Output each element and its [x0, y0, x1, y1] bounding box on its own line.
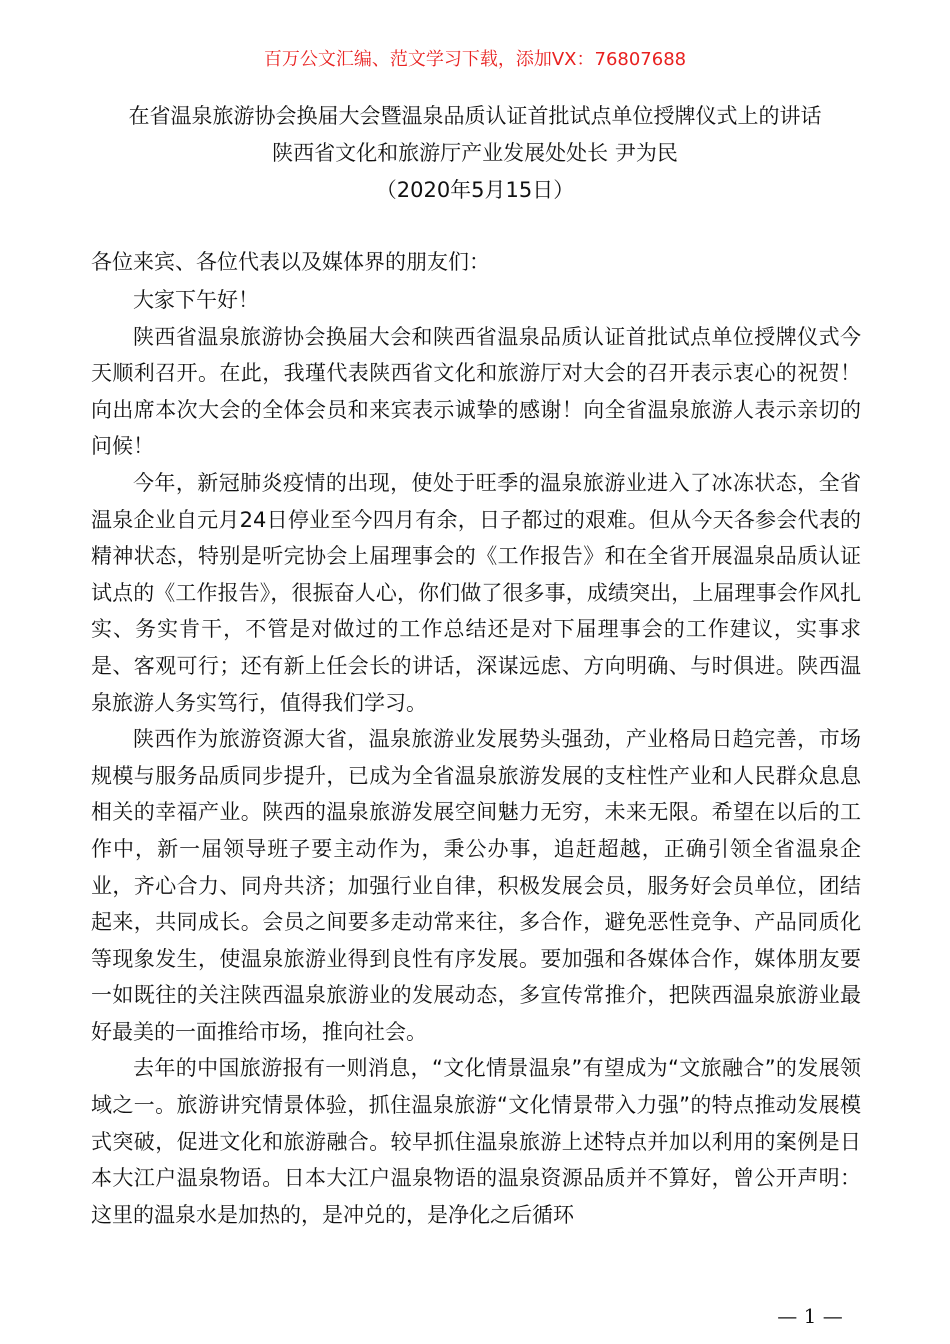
speech-title: 在省温泉旅游协会换届大会暨温泉品质认证首批试点单位授牌仪式上的讲话 [128, 104, 822, 128]
paragraph: 陕西作为旅游资源大省，温泉旅游业发展势头强劲，产业格局日趋完善，市场规模与服务品质同步提升，已成为全省温泉旅游发展的支柱性产业和人民群众息息相关的幸福产业。陕西的温泉旅游发展空间魅力无穷，未来无限。希望在以后的工作中，新一届领导班子要主动作为，秉公办事，追赶超越，正确引领全省温泉企业，齐心合力、同舟共济；加强行业自律，积极发展会员，服务好会员单位，团结起来，共同成长。会员之间要多走动常来往，多合作，避免恶性竞争、产品同质化等现象发生，使温泉旅游业得到良性有序发展。要加强和各媒体合作，媒体朋友要一如既往的关注陕西温泉旅游业的发展动态，多宣传常推介，把陕西温泉旅游业最好最美的一面推给市场，推向社会。 [91, 727, 861, 1044]
paragraph: 陕西省温泉旅游协会换届大会和陕西省温泉品质认证首批试点单位授牌仪式今天顺利召开。在此，我瑾代表陕西省文化和旅游厅对大会的召开表示衷心的祝贺！向出席本次大会的全体会员和来宾表示诚挚的感谢！向全省温泉旅游人表示亲切的问候！ [91, 324, 861, 459]
paragraph: 今年，新冠肺炎疫情的出现，使处于旺季的温泉旅游业进入了冰冻状态，全省温泉企业自元月24日停业至今四月有余，日子都过的艰难。但从今天各参会代表的精神状态，特别是听完协会上届理事会的《工作报告》和在全省开展温泉品质认证试点的《工作报告》，很振奋人心，你们做了很多事，成绩突出，上届理事会作风扎实、务实肯干，不管是对做过的工作总结还是对下届理事会的工作建议，实事求是、客观可行；还有新上任会长的讲话，深谋远虑、方向明确、与时俱进。陕西温泉旅游人务实笃行，值得我们学习。 [91, 470, 861, 715]
speaker-line: 陕西省文化和旅游厅产业发展处处长 尹为民 [272, 141, 678, 165]
page-number: — 1 — [777, 1304, 843, 1328]
title-block [60, 98, 890, 209]
paragraph: 去年的中国旅游报有一则消息，“文化情景温泉”有望成为“文旅融合”的发展领域之一。旅游讲究情景体验，抓住温泉旅游“文化情景带入力强”的特点推动发展模式突破，促进文化和旅游融合。较早抓住温泉旅游上述特点并加以利用的案例是日本大江户温泉物语。日本大江户温泉物语的温泉资源品质并不算好，曾公开声明：这里的温泉水是加热的，是冲兑的，是净化之后循环 [91, 1056, 861, 1227]
watermark-text: 百万公文汇编、范文学习下载，添加VX：76807688 [263, 49, 687, 70]
body-text [91, 282, 861, 1233]
paragraph-greeting: 大家下午好！ [133, 288, 259, 312]
salutation: 各位来宾、各位代表以及媒体界的朋友们： [91, 250, 490, 274]
date-line: （2020年5月15日） [375, 178, 575, 202]
